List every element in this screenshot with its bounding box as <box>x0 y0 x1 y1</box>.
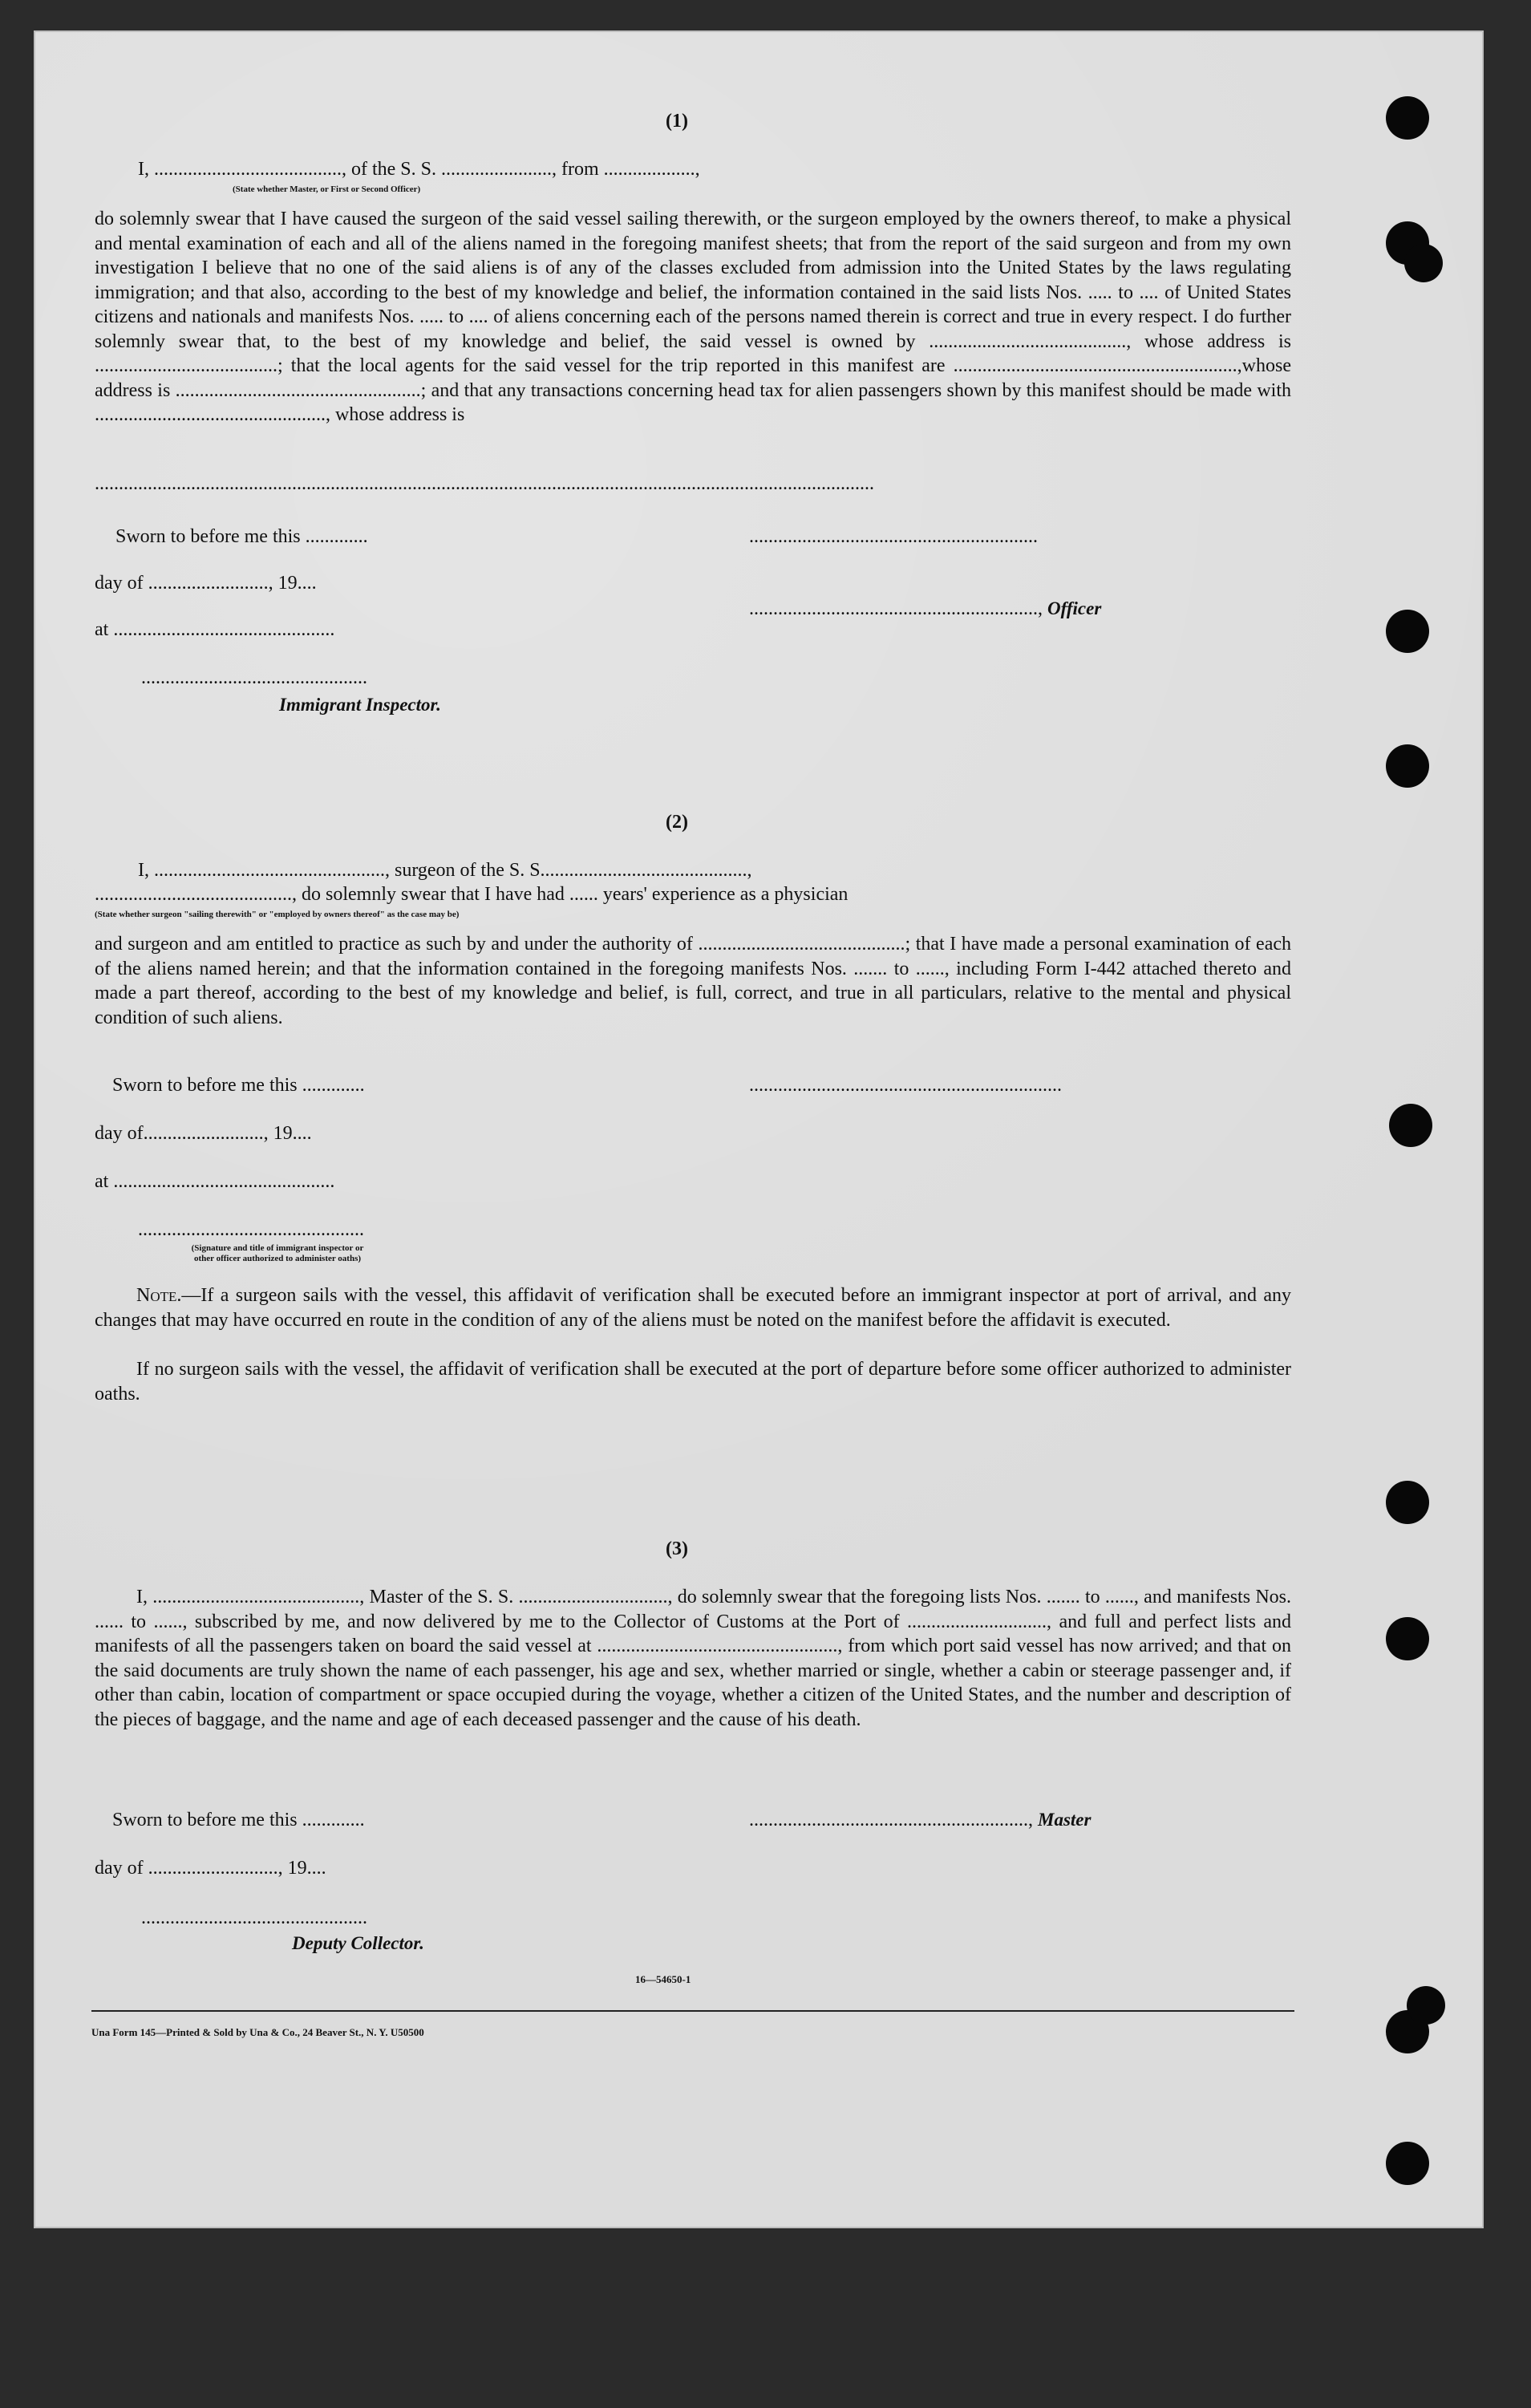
section-1-trailing-dots: .................................................................................................................................................................. <box>95 473 874 494</box>
form-code: 16—54650-1 <box>635 1973 691 1985</box>
section-2-body: and surgeon and am entitled to practice as such by and under the authority of ...........................................; that I have made a personal examination of each of the aliens named herein; and that the information contained in the foregoing manifests Nos. ....... to ......, including Form I-442 attached thereto and made a part thereof, according to the best of my knowledge and belief, is full, correct, and true in all particulars, relative to the mental and physical condition of such aliens. <box>95 934 1291 1028</box>
section-1-sig-line-right-2: ............................................................, Officer <box>749 598 1102 619</box>
section-3-number: (3) <box>666 1538 688 1559</box>
binder-hole <box>1386 2142 1429 2185</box>
footer-rule <box>91 2010 1294 2012</box>
binder-hole <box>1386 610 1429 653</box>
immigrant-inspector-label: Immigrant Inspector. <box>279 695 441 715</box>
section-3-sworn: Sworn to before me this ............. <box>112 1810 365 1830</box>
section-1-master-note: (State whether Master, or First or Second Officer) <box>233 184 421 194</box>
section-1-opening-line: I, ......................................., of the S. S. ......................., from ..................., <box>138 159 700 180</box>
section-1-at: at .............................................. <box>95 619 335 640</box>
section-3-day-of: day of ..........................., 19.... <box>95 1858 326 1879</box>
section-3-sig-line-right: .........................................................., Master <box>749 1810 1092 1830</box>
section-1-sig-line-right-1: ............................................................ <box>749 526 1038 547</box>
section-2-line-1: I, ................................................, surgeon of the S. S..........................................., <box>138 860 752 881</box>
section-2-line-2: ........................................., do solemnly swear that I have had ...... years' experience as a physician <box>95 884 849 905</box>
section-1-day-of: day of ........................., 19.... <box>95 573 317 594</box>
binder-hole <box>1389 1104 1432 1147</box>
section-1-body: do solemnly swear that I have caused the surgeon of the said vessel sailing therewith, or the surgeon employed by the owners thereof, to make a physical and mental examination of each and all of the aliens named in the foregoing manifest sheets; that from the report of the said surgeon and from my own investigation I believe that no one of the said aliens is of any of the classes excluded from admission into the United States by the laws regulating immigration; and that also, according to the best of my knowledge and belief, the information contained in the said lists Nos. ..... to .... of United States citizens and nationals and manifests Nos. ..... to .... of aliens concerning each of the persons named therein is correct and true in every respect. I do further solemnly swear that, to the best of my knowledge and belief, the said vessel is owned by ........................................., whose address is ......................................; that the local agents for the said vessel for the trip reported in this manifest are ...........................................................,whose address is ...................................................; and that any transactions concerning head tax for alien passengers shown by this manifest should be made with ................................................, whose address is <box>95 209 1291 425</box>
section-2-sworn: Sworn to before me this ............. <box>112 1075 365 1096</box>
section-2-sig-line-right: ................................................................. <box>749 1075 1062 1096</box>
section-2-surgeon-note: (State whether surgeon "sailing therewith" or "employed by owners thereof" as the case may be) <box>95 910 460 919</box>
binder-hole <box>1386 1481 1429 1524</box>
section-1-sworn: Sworn to before me this ............. <box>115 526 368 547</box>
officer-label: Officer <box>1047 598 1102 618</box>
section-1-sig-line-left: ............................................... <box>141 667 367 688</box>
section-2-sig-note: (Signature and title of immigrant inspector or other officer authorized to administer oaths) <box>191 1243 364 1263</box>
binder-hole <box>1386 1617 1429 1660</box>
master-label: Master <box>1038 1810 1092 1830</box>
manifest-back-page <box>34 30 1484 2228</box>
binder-hole <box>1386 96 1429 140</box>
section-2-sig-line-left: ............................................... <box>138 1219 364 1240</box>
deputy-collector-label: Deputy Collector. <box>292 1933 424 1953</box>
section-3-body: I, ..........................................., Master of the S. S. ..............................., do solemnly swear that the foregoing lists Nos. ....... to ......, and manifests Nos. ...... to ......, subscribed by me, and now delivered by me to the Collector of Customs at the Port of ............................., and full and perfect lists and manifests of all the passengers taken on board the said vessel at .................................................., from which port said vessel has now arrived; and that on the said documents are truly shown the name of each passenger, his age and sex, whether married or single, whether a cabin or steerage passenger and, if other than cabin, location of compartment or space occupied during the voyage, whether a citizen of the United States, and the number and description of the pieces of baggage, and the name and age of each deceased passenger and the cause of his death. <box>95 1587 1291 1730</box>
footer-printer-credit: Una Form 145—Printed & Sold by Una & Co., 24 Beaver St., N. Y. U50500 <box>91 2026 424 2038</box>
section-2-note-2: If no surgeon sails with the vessel, the affidavit of verification shall be executed at the port of departure before some officer authorized to administer oaths. <box>95 1359 1291 1405</box>
section-3-sig-line-left: ............................................... <box>141 1907 367 1928</box>
section-2-number: (2) <box>666 812 688 833</box>
section-2-note: Note.—If a surgeon sails with the vessel, this affidavit of verification shall be executed before an immigrant inspector at port of arrival, and any changes that may have occurred en route in the condition of any of the aliens must be noted on the manifest before the affidavit is executed. <box>95 1285 1291 1331</box>
binder-hole <box>1386 744 1429 788</box>
note-label: Note. <box>136 1285 182 1306</box>
section-2-day-of: day of........................., 19.... <box>95 1123 312 1144</box>
section-2-at: at .............................................. <box>95 1171 335 1192</box>
section-1-number: (1) <box>666 111 688 132</box>
binder-hole <box>1404 244 1443 282</box>
binder-hole <box>1407 1986 1445 2025</box>
